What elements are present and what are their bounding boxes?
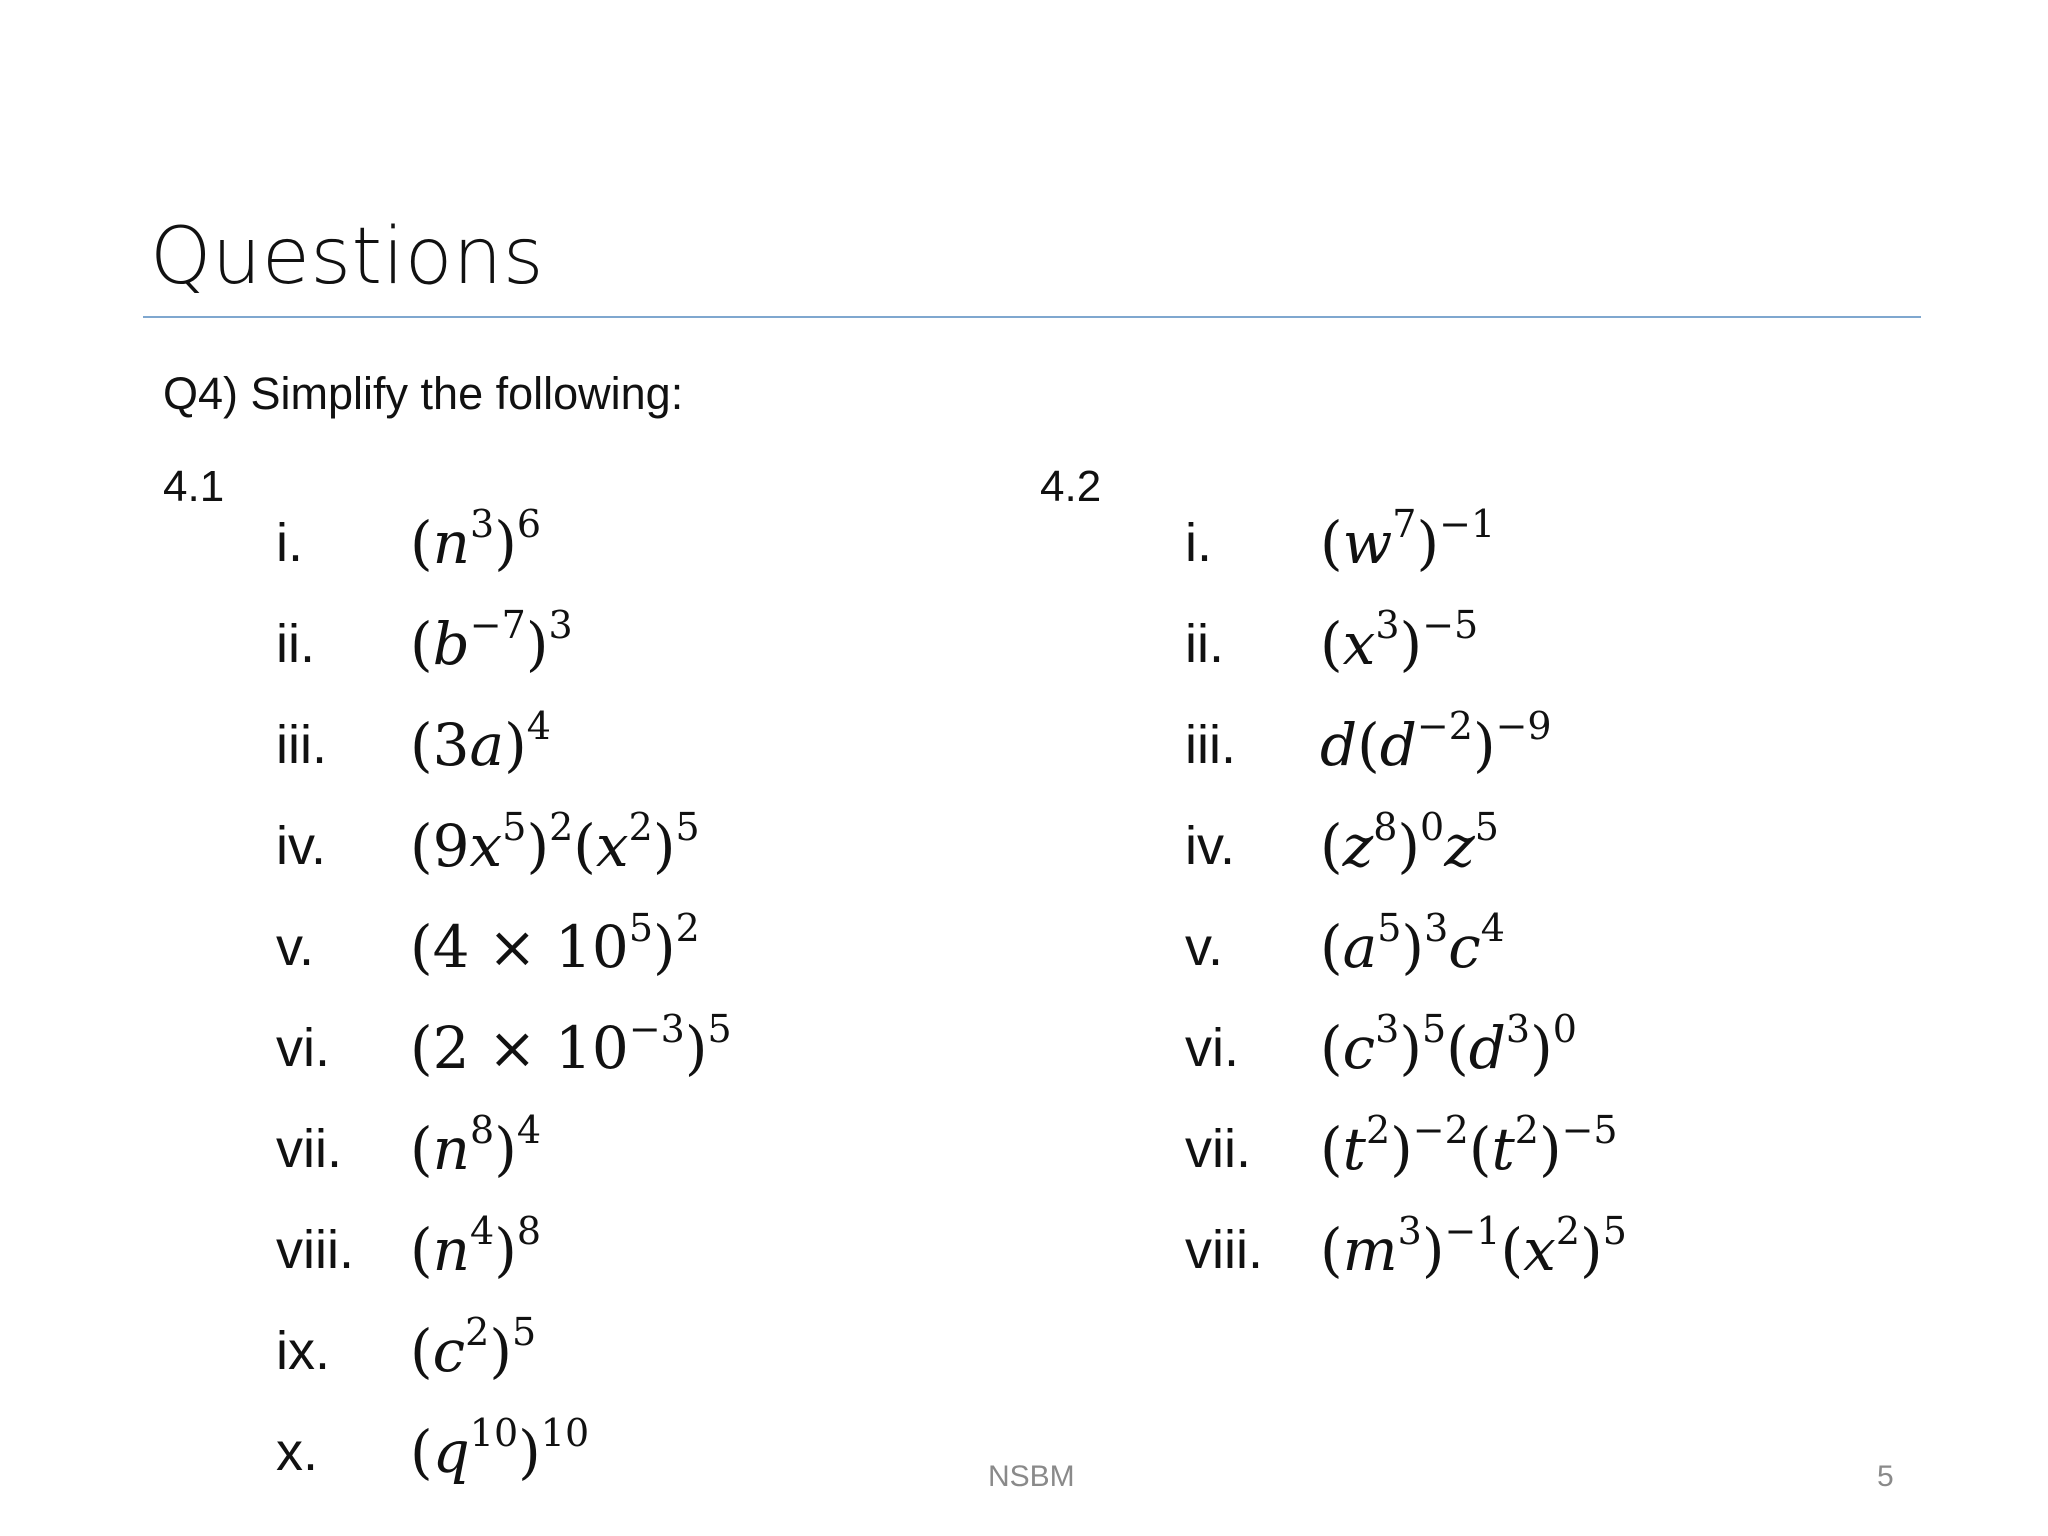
- list-item: x. $(q^{10})^{10}$: [276, 1410, 590, 1486]
- item-expression: $(2 \times 10^{-3})^5$: [410, 1006, 732, 1082]
- item-expression: $d(d^{-2})^{-9}$: [1320, 703, 1552, 779]
- item-expression: $(n^8)^4$: [410, 1107, 542, 1183]
- item-expression: $(q^{10})^{10}$: [410, 1410, 590, 1486]
- list-item: vii. $(n^8)^4$: [276, 1107, 542, 1183]
- item-expression: $(t^2)^{-2}(t^2)^{-5}$: [1320, 1107, 1618, 1183]
- list-item: ii. $(b^{-7})^3$: [276, 602, 573, 678]
- item-expression: $(c^2)^5$: [410, 1309, 537, 1385]
- question-prompt: Q4) Simplify the following:: [163, 368, 684, 419]
- item-expression: $(m^3)^{-1}(x^2)^5$: [1320, 1208, 1627, 1284]
- page-title: Questions: [150, 212, 545, 302]
- list-item: iii. $(3a)^4$: [276, 703, 551, 779]
- list-item: ix. $(c^2)^5$: [276, 1309, 537, 1385]
- list-item: vi. $(2 \times 10^{-3})^5$: [276, 1006, 732, 1082]
- list-item: viii. $(m^3)^{-1}(x^2)^5$: [1185, 1208, 1627, 1284]
- list-item: vii. $(t^2)^{-2}(t^2)^{-5}$: [1185, 1107, 1618, 1183]
- item-expression: $(a^5)^3c^4$: [1320, 905, 1505, 981]
- list-item: v. $(a^5)^3c^4$: [1185, 905, 1505, 981]
- item-expression: $(3a)^4$: [410, 703, 551, 779]
- item-expression: $(z^8)^0z^5$: [1320, 804, 1499, 880]
- item-expression: $(9x^5)^2(x^2)^5$: [410, 804, 700, 880]
- page-number: 5: [1877, 1460, 1894, 1493]
- list-item: iv. $(9x^5)^2(x^2)^5$: [276, 804, 700, 880]
- title-divider: [143, 316, 1921, 318]
- section-label-4-2: 4.2: [1040, 462, 1102, 511]
- list-item: viii. $(n^4)^8$: [276, 1208, 542, 1284]
- item-expression: $(c^3)^5(d^3)^0$: [1320, 1006, 1577, 1082]
- list-item: iv. $(z^8)^0z^5$: [1185, 804, 1499, 880]
- list-item: vi. $(c^3)^5(d^3)^0$: [1185, 1006, 1577, 1082]
- item-expression: $(x^3)^{-5}$: [1320, 602, 1479, 678]
- item-expression: $(b^{-7})^3$: [410, 602, 573, 678]
- item-expression: $(n^4)^8$: [410, 1208, 542, 1284]
- item-expression: $(n^3)^6$: [410, 501, 542, 577]
- list-item: i. $(w^7)^{-1}$: [1185, 501, 1496, 577]
- list-item: ii. $(x^3)^{-5}$: [1185, 602, 1479, 678]
- item-expression: $(w^7)^{-1}$: [1320, 501, 1496, 577]
- list-item: v. $(4 \times 10^5)^2$: [276, 905, 700, 981]
- section-label-4-1: 4.1: [163, 462, 225, 511]
- list-item: iii. $d(d^{-2})^{-9}$: [1185, 703, 1552, 779]
- footer-organization: NSBM: [988, 1460, 1075, 1493]
- list-item: i. $(n^3)^6$: [276, 501, 542, 577]
- item-expression: $(4 \times 10^5)^2$: [410, 905, 700, 981]
